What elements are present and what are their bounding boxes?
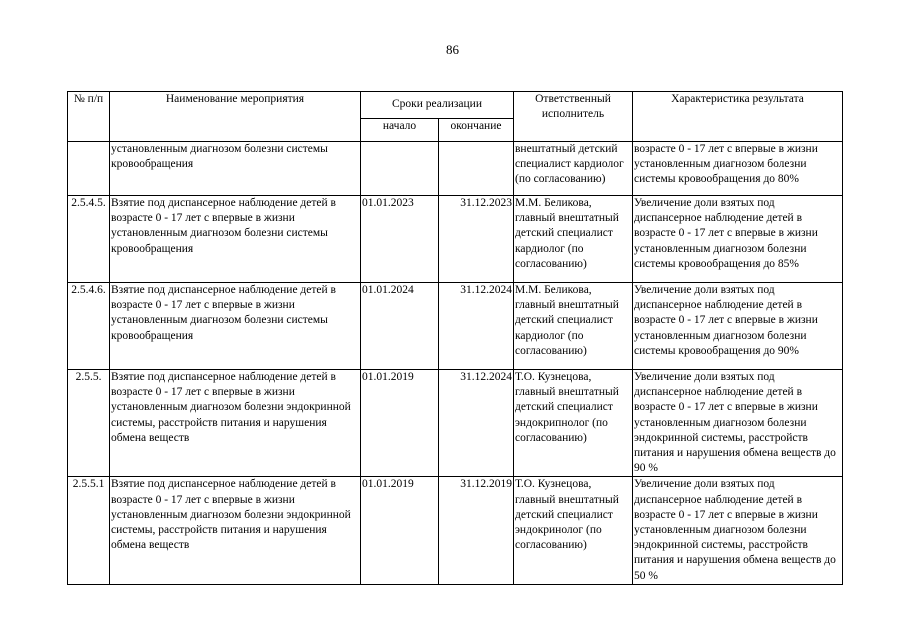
row-result: Увеличение доли взятых под диспансерное наблюдение детей в возрасте 0 - 17 лет с впервые в жизни установленным диагнозом болезни эндокринной системы, расстройств питания и нарушения обмена веществ до 50 % <box>633 477 843 584</box>
row-responsible: М.М. Беликова, главный внештатный детский специалист кардиолог (по согласованию) <box>514 196 633 283</box>
row-start: 01.01.2019 <box>361 370 439 477</box>
row-end: 31.12.2024 <box>439 370 514 477</box>
row-result: Увеличение доли взятых под диспансерное наблюдение детей в возрасте 0 - 17 лет с впервые в жизни установленным диагнозом болезни эндокринной системы, расстройств питания и нарушения обмена веществ до 90 % <box>633 370 843 477</box>
row-name: Взятие под диспансерное наблюдение детей в возрасте 0 - 17 лет с впервые в жизни установленным диагнозом болезни системы кровообращения <box>110 196 361 283</box>
header-end: окончание <box>439 119 514 142</box>
row-result: возрасте 0 - 17 лет с впервые в жизни установленным диагнозом болезни системы кровообращения до 80% <box>633 142 843 196</box>
row-end: 31.12.2023 <box>439 196 514 283</box>
row-number: 2.5.5.1 <box>68 477 110 584</box>
row-name: Взятие под диспансерное наблюдение детей в возрасте 0 - 17 лет с впервые в жизни установленным диагнозом болезни эндокринной системы, расстройств питания и нарушения обмена веществ <box>110 477 361 584</box>
row-number <box>68 142 110 196</box>
row-number: 2.5.4.5. <box>68 196 110 283</box>
row-start: 01.01.2019 <box>361 477 439 584</box>
header-result: Характеристика результата <box>633 92 843 142</box>
table-row <box>68 142 843 196</box>
header-responsible: Ответственный исполнитель <box>514 92 633 142</box>
row-name: Взятие под диспансерное наблюдение детей в возрасте 0 - 17 лет с впервые в жизни установленным диагнозом болезни эндокринной системы, расстройств питания и нарушения обмена веществ <box>110 370 361 477</box>
header-terms: Сроки реализации <box>361 92 514 119</box>
header-start: начало <box>361 119 439 142</box>
page-number: 86 <box>446 42 459 57</box>
row-responsible: Т.О. Кузнецова, главный внештатный детский специалист эндокринолог (по согласованию) <box>514 477 633 584</box>
row-result: Увеличение доли взятых под диспансерное наблюдение детей в возрасте 0 - 17 лет с впервые в жизни установленным диагнозом болезни системы кровообращения до 85% <box>633 196 843 283</box>
row-name: Взятие под диспансерное наблюдение детей в возрасте 0 - 17 лет с впервые в жизни установленным диагнозом болезни системы кровообращения <box>110 283 361 370</box>
row-start <box>361 142 439 196</box>
row-number: 2.5.5. <box>68 370 110 477</box>
row-end <box>439 142 514 196</box>
header-number: № п/п <box>68 92 110 142</box>
row-number: 2.5.4.6. <box>68 283 110 370</box>
row-responsible: М.М. Беликова, главный внештатный детский специалист кардиолог (по согласованию) <box>514 283 633 370</box>
row-start: 01.01.2023 <box>361 196 439 283</box>
table-row <box>68 196 843 283</box>
table-row <box>68 370 843 477</box>
row-start: 01.01.2024 <box>361 283 439 370</box>
row-responsible: внештатный детский специалист кардиолог (по согласованию) <box>514 142 633 196</box>
row-end: 31.12.2019 <box>439 477 514 584</box>
row-name: установленным диагнозом болезни системы кровообращения <box>110 142 361 196</box>
row-responsible: Т.О. Кузнецова, главный внештатный детский специалист эндокрипнолог (по согласованию) <box>514 370 633 477</box>
row-result: Увеличение доли взятых под диспансерное наблюдение детей в возрасте 0 - 17 лет с впервые в жизни установленным диагнозом болезни системы кровообращения до 90% <box>633 283 843 370</box>
table-row <box>68 283 843 370</box>
header-name: Наименование мероприятия <box>110 92 361 142</box>
plan-table <box>67 91 843 585</box>
row-end: 31.12.2024 <box>439 283 514 370</box>
table-row <box>68 477 843 584</box>
